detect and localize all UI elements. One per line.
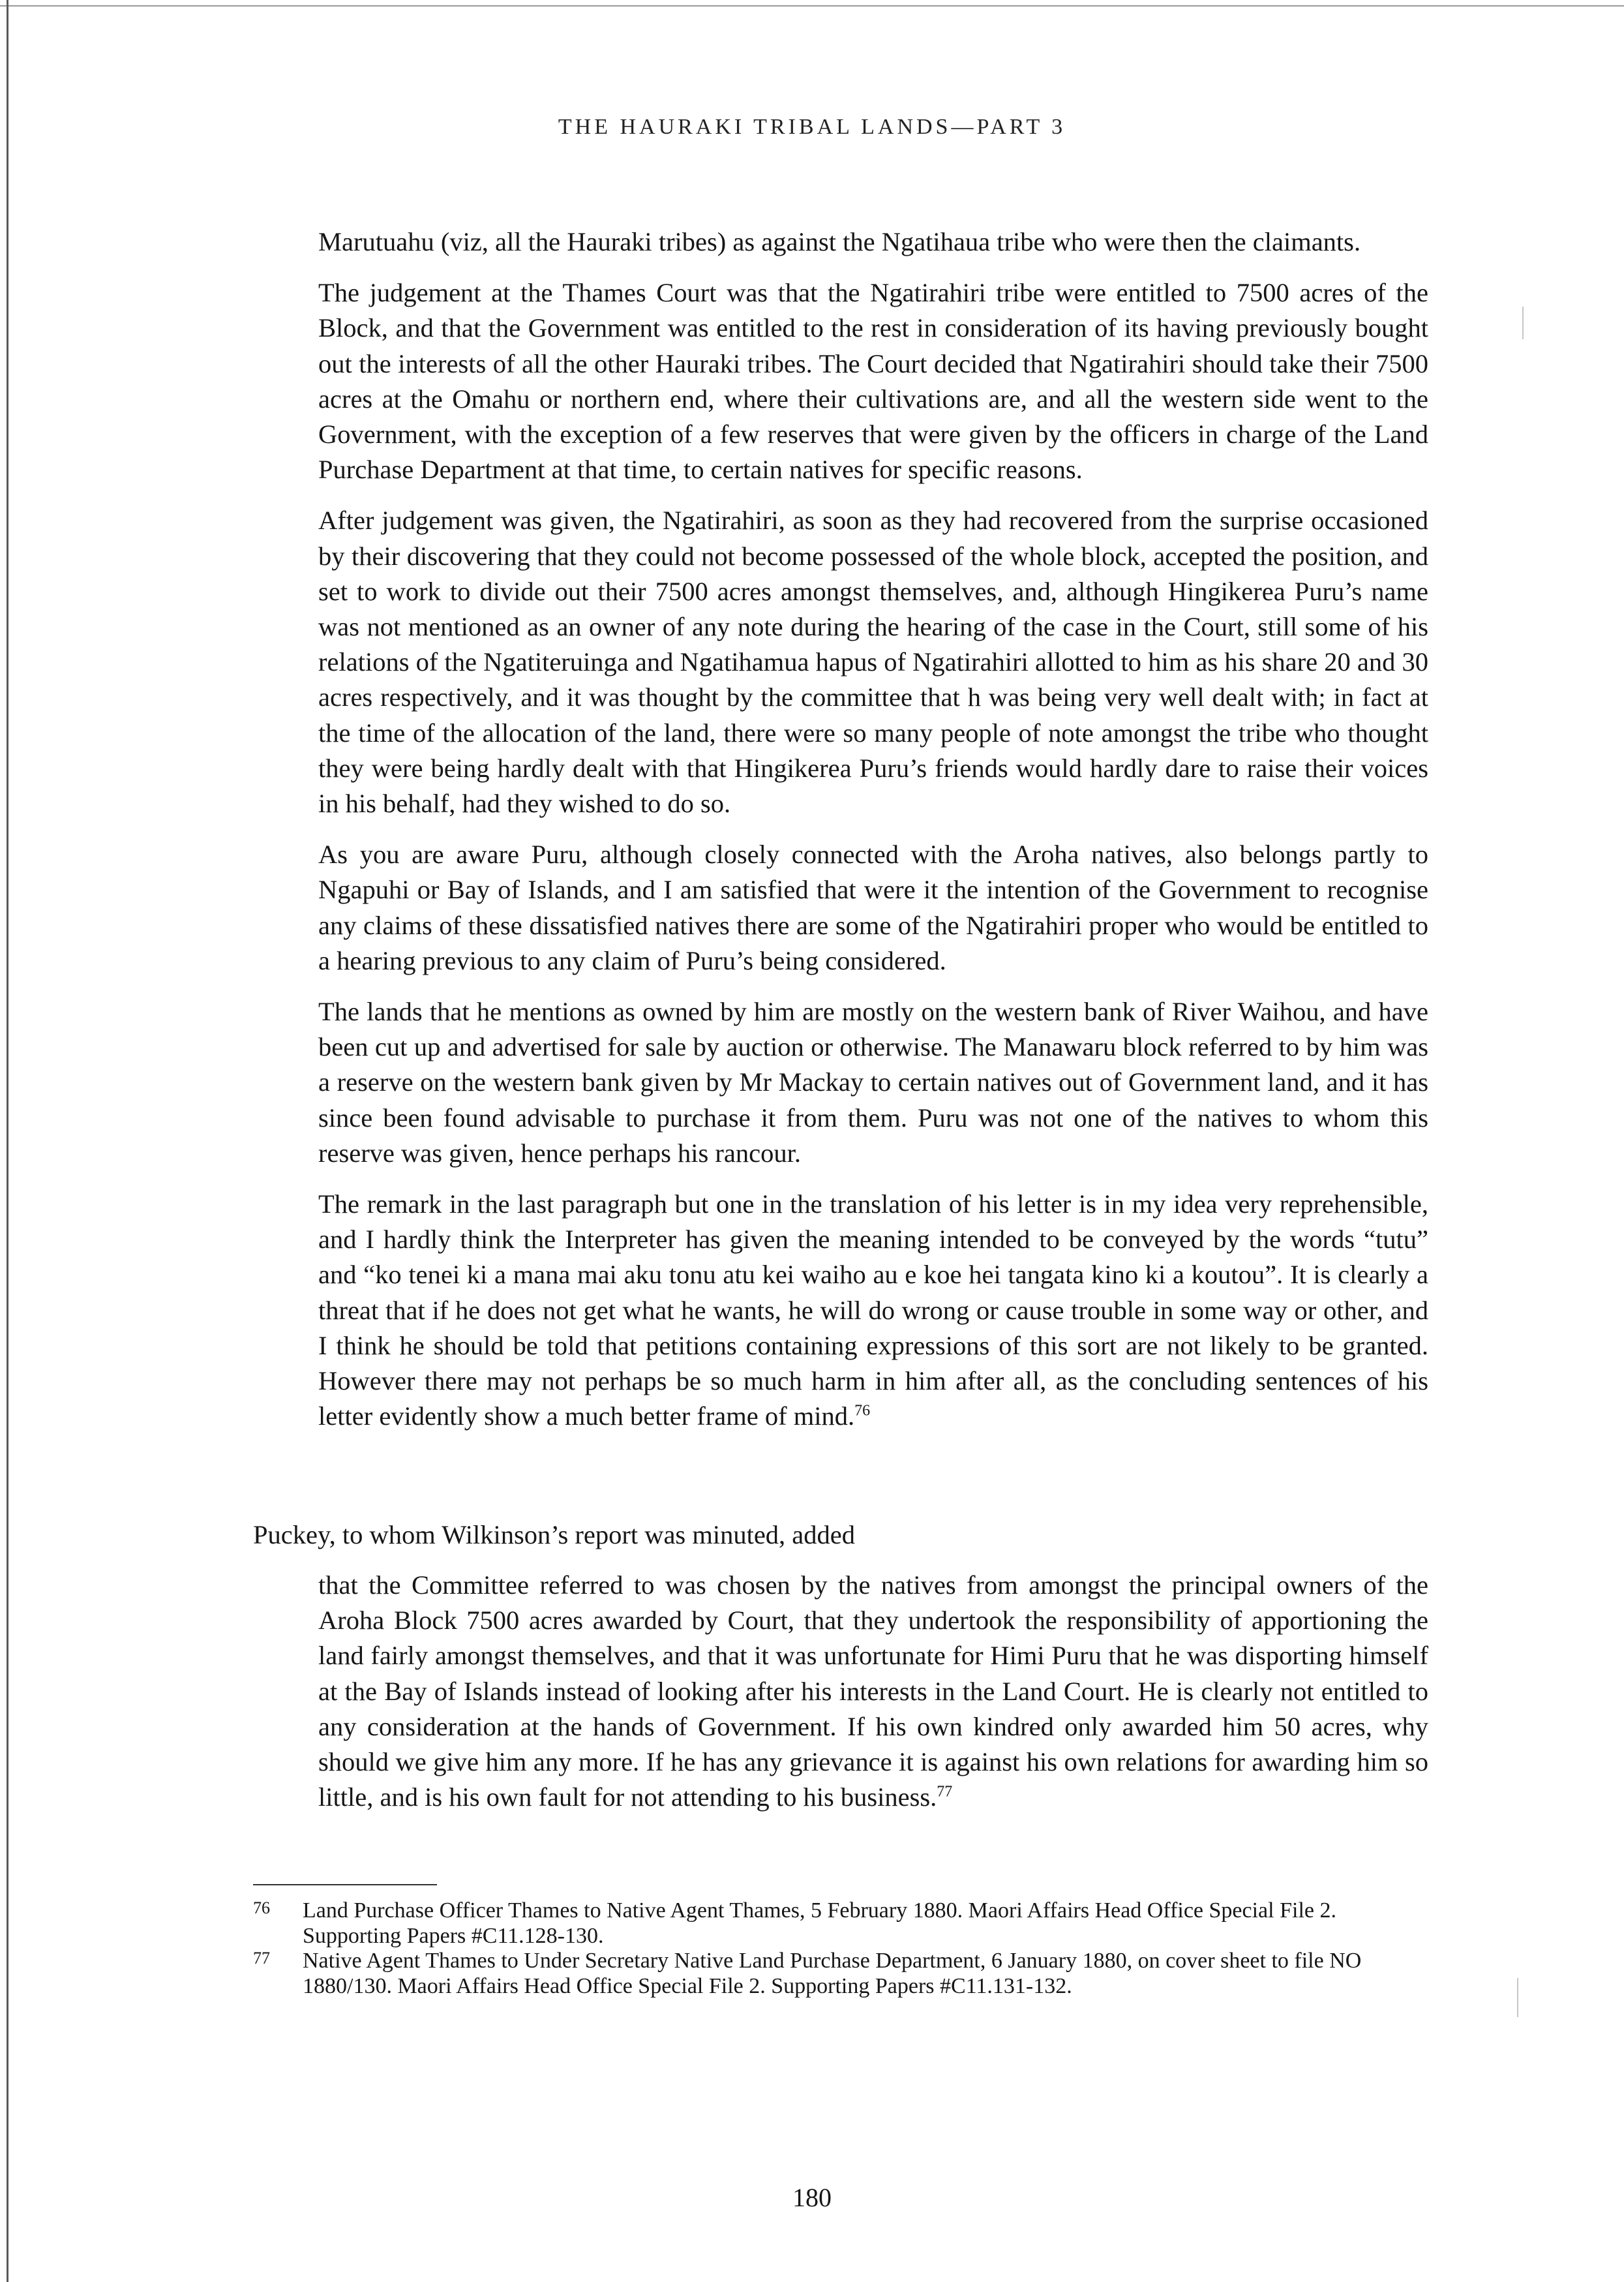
footnote-ref-76[interactable]: 76 [854, 1402, 871, 1420]
footnote-number: 76 [253, 1898, 270, 1917]
footnotes [253, 1898, 1428, 1999]
margin-mark [1522, 307, 1524, 339]
footnote-text: Native Agent Thames to Under Secretary Native Land Purchase Department, 6 January 1880, on cover sheet to file NO 1880/130. Maori Affairs Head Office Special File 2. Supporting Papers #C11.131-132. [303, 1949, 1362, 1998]
quote-paragraph-6-text: The remark in the last paragraph but one in the translation of his letter is in my idea very reprehensible, and I hardly think the Interpreter has given the meaning intended to be conveyed by the words “tutu” and “ko tenei ki a mana mai aku tonu atu kei waiho au e koe hei tangata kino ki a koutou”. It is clearly a threat that if he does not get what he wants, he will do wrong or cause trouble in some way or other, and I think he should be told that petitions containing expressions of this sort are not likely to be granted. However there may not perhaps be so much harm in him after all, as the concluding sentences of his letter evidently show a much better frame of mind. [318, 1189, 1428, 1431]
block-quote-2 [318, 1568, 1428, 1815]
footnote-separator [253, 1884, 437, 1885]
quote-paragraph-6 [318, 1187, 1428, 1434]
quote-two-text: that the Committee referred to was chosen by the natives from amongst the principal owners of the Aroha Block 7500 acres awarded by Court, that they undertook the responsibility of apportioning the land fairly amongst themselves, and that it was unfortunate for Himi Puru that he was disporting himself at the Bay of Islands instead of looking after his interests in the Land Court. He is clearly not entitled to any consideration at the hands of Government. If his own kindred only awarded him 50 acres, why should we give him any more. If he has any grievance it is against his own relations for awarding him so little, and is his own fault for not attending to his business. [318, 1570, 1428, 1812]
quote-paragraph-4: As you are aware Puru, although closely connected with the Aroha natives, also belongs partly to Ngapuhi or Bay of Islands, and I am satisfied that were it the intention of the Government to recognise any claims of these dissatisfied natives there are some of the Ngatirahiri proper who would be entitled to a hearing previous to any claim of Puru’s being considered. [318, 840, 1428, 975]
running-head: THE HAURAKI TRIBAL LANDS—PART 3 [558, 115, 1066, 139]
footnote-ref-77[interactable]: 77 [937, 1783, 953, 1801]
footnote-76 [253, 1898, 1428, 1949]
margin-mark [1517, 1978, 1518, 2017]
lead-in-sentence: Puckey, to whom Wilkinson’s report was minuted, added [253, 1520, 855, 1549]
block-quote-1 [318, 224, 1428, 1435]
top-edge-rule [0, 5, 1624, 7]
footnote-77 [253, 1949, 1428, 1999]
quote-paragraph-1: Marutuahu (viz, all the Hauraki tribes) as against the Ngatihaua tribe who were then the claimants. [318, 227, 1361, 256]
page-number: 180 [792, 2183, 832, 2212]
footnote-number: 77 [253, 1949, 270, 1968]
footnote-text: Land Purchase Officer Thames to Native Agent Thames, 5 February 1880. Maori Affairs Head Office Special File 2. Supporting Papers #C11.128-130. [303, 1898, 1336, 1948]
quote-paragraph-2: The judgement at the Thames Court was that the Ngatirahiri tribe were entitled to 7500 acres of the Block, and that the Government was entitled to the rest in consideration of its having previously bought out the interests of all the other Hauraki tribes. The Court decided that Ngatirahiri should take their 7500 acres at the Omahu or northern end, where their cultivations are, and all the western side went to the Government, with the exception of a few reserves that were given by the officers in charge of the Land Purchase Department at that time, to certain natives for specific reasons. [318, 278, 1428, 485]
quote-paragraph-3: After judgement was given, the Ngatirahiri, as soon as they had recovered from the surprise occasioned by their discovering that they could not become possessed of the whole block, accepted the position, and set to work to divide out their 7500 acres amongst themselves, and, although Hingikerea Puru’s name was not mentioned as an owner of any note during the hearing of the case in the Court, still some of his relations of the Ngatiteruinga and Ngatihamua hapus of Ngatirahiri allotted to him as his share 20 and 30 acres respectively, and it was thought by the committee that h was being very well dealt with; in fact at the time of the allocation of the land, there were so many people of note amongst the tribe who thought they were being hardly dealt with that Hingikerea Puru’s friends would hardly dare to raise their voices in his behalf, had they wished to do so. [318, 506, 1428, 819]
quote-two-paragraph [318, 1568, 1428, 1815]
left-edge-rule [7, 0, 8, 2282]
quote-paragraph-5: The lands that he mentions as owned by him are mostly on the western bank of River Waihou, and have been cut up and advertised for sale by auction or otherwise. The Manawaru block referred to by him was a reserve on the western bank given by Mr Mackay to certain natives out of Government land, and it has since been found advisable to purchase it from them. Puru was not one of the natives to whom this reserve was given, hence perhaps his rancour. [318, 997, 1428, 1168]
